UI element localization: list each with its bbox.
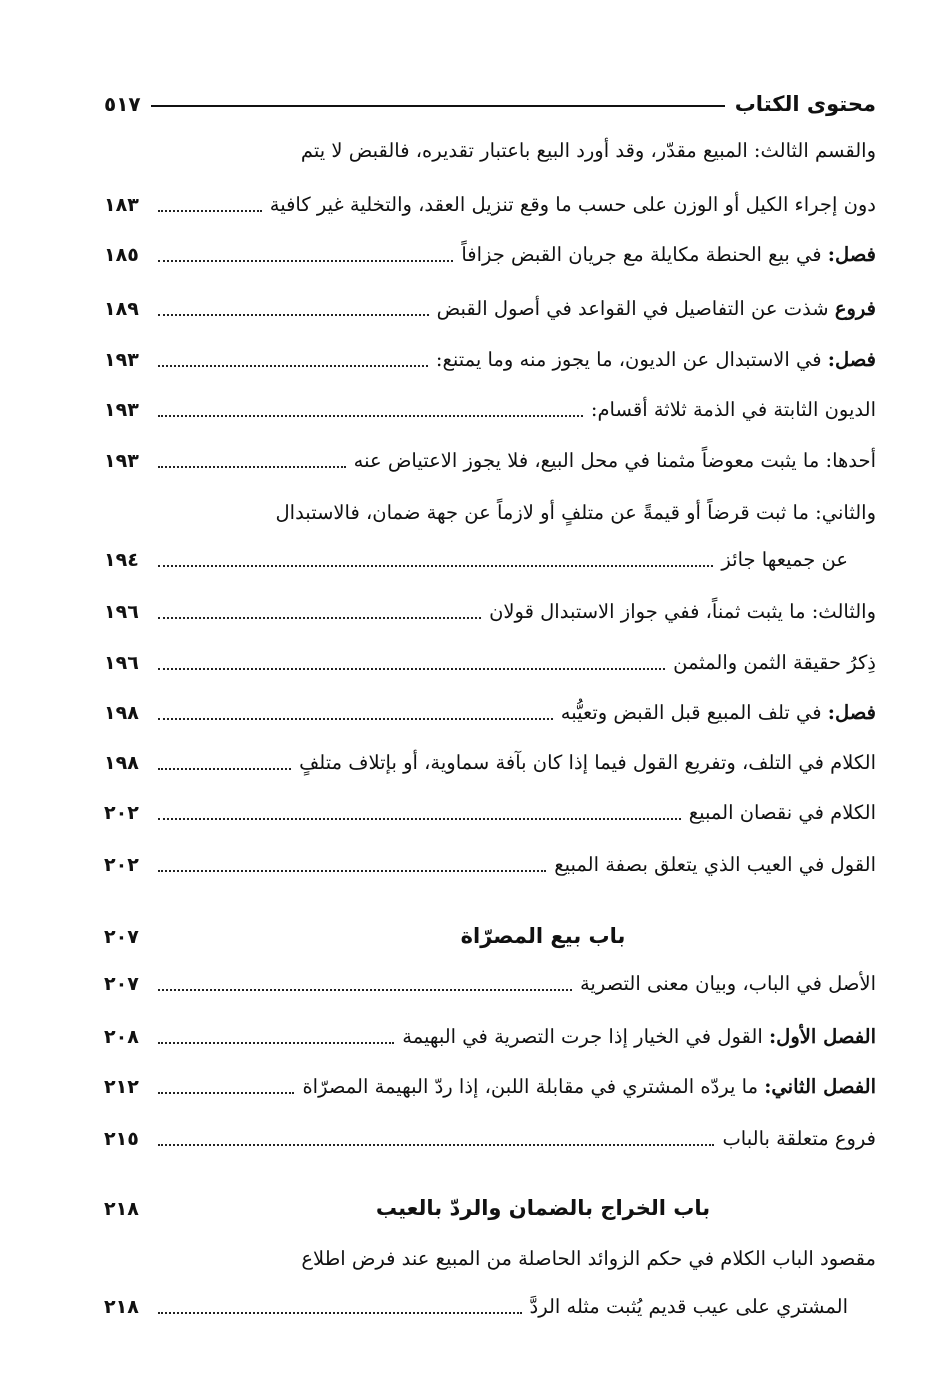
toc-entry [104, 836, 876, 876]
toc-page-number: ١٨٥ [104, 244, 139, 266]
toc-entry [104, 432, 876, 472]
toc-entry-title: في بيع الحنطة مكايلة مع جريان القبض جزافاً [461, 243, 828, 266]
toc-entry [104, 1058, 876, 1098]
toc-page-number: ١٩٨ [104, 702, 139, 724]
dot-leader [158, 804, 681, 820]
toc-page-number: ٢٠٨ [104, 1026, 139, 1048]
toc-entry-text: عن جميعها جائز [721, 548, 848, 571]
chapter-heading [104, 1180, 876, 1220]
dot-leader [158, 754, 291, 770]
toc-page-number: ١٩٦ [104, 601, 139, 623]
toc-entry-label: فصل: [827, 243, 876, 266]
header-rule [151, 105, 725, 107]
toc-page-number: ٢١٢ [104, 1076, 139, 1098]
toc-entry [104, 176, 876, 216]
toc-page-number: ٢٠٢ [104, 802, 139, 824]
dot-leader [158, 401, 583, 417]
toc-page-number: ٢٠٧ [104, 926, 139, 948]
dot-leader [158, 452, 346, 468]
toc-page-number: ٢٠٧ [104, 973, 139, 995]
toc-entry-title: في تلف المبيع قبل القبض وتعيُّبه [560, 701, 828, 724]
toc-entry-text [561, 701, 876, 724]
dot-leader [158, 603, 481, 619]
dot-leader [158, 856, 546, 872]
toc-entry-title: في الاستبدال عن الديون، ما يجوز منه وما يمتنع: [435, 348, 828, 371]
toc-entry-title: ما يردّه المشتري في مقابلة اللبن، إذا ردّ البهيمة المصرّاة [302, 1075, 765, 1098]
toc-entry-text: مقصود الباب الكلام في حكم الزوائد الحاصلة من المبيع عند فرض اطلاع [301, 1247, 876, 1270]
toc-entry-text: دون إجراء الكيل أو الوزن على حسب ما وقع تنزيل العقد، والتخلية غير كافية [269, 193, 876, 216]
toc-entry-text: المشتري على عيب قديم يُثبت مثله الردَّ [529, 1295, 848, 1318]
toc-entry-text: ذِكرُ حقيقة الثمن والمثمن [673, 651, 876, 674]
toc-entry-text: القول في العيب الذي يتعلق بصفة المبيع [554, 853, 876, 876]
toc-page-number: ١٩٣ [104, 399, 139, 421]
toc-entry-title: شذت عن التفاصيل في القواعد في أصول القبض [436, 297, 835, 320]
chapter-heading [104, 908, 876, 948]
toc-entry [104, 684, 876, 724]
toc-entry-text: فروع متعلقة بالباب [722, 1127, 876, 1150]
toc-entry-text [461, 243, 876, 266]
dot-leader [158, 1130, 714, 1146]
toc-entry-text: الكلام في التلف، وتفريع القول فيما إذا كان بآفة سماوية، أو بإتلاف متلفٍ [299, 751, 876, 774]
toc-page-number: ١٩٤ [104, 549, 139, 571]
toc-entry [104, 784, 876, 824]
toc-entry [104, 1110, 876, 1150]
toc-entry-title: القول في الخيار إذا جرت التصرية في البهيمة [402, 1025, 769, 1048]
dot-leader [158, 654, 665, 670]
toc-entry-text [437, 297, 876, 320]
toc-entry [104, 381, 876, 421]
dot-leader [158, 351, 428, 367]
header-page-number: ٥١٧ [104, 92, 141, 116]
toc-line [104, 484, 876, 524]
toc-page-number: ١٩٣ [104, 450, 139, 472]
toc-line [104, 1230, 876, 1270]
toc-page-number: ٢٠٢ [104, 854, 139, 876]
toc-page-number: ٢١٨ [104, 1296, 139, 1318]
toc-page-number: ١٩٣ [104, 349, 139, 371]
dot-leader [158, 246, 453, 262]
dot-leader [158, 704, 553, 720]
dot-leader [158, 196, 262, 212]
toc-page-number: ١٩٦ [104, 652, 139, 674]
toc-page-number: ١٩٨ [104, 752, 139, 774]
dot-leader [158, 551, 713, 567]
toc-entry [104, 1008, 876, 1048]
chapter-heading-text: باب الخراج بالضمان والردّ بالعيب [375, 1196, 711, 1220]
toc-entry-text: والثالث: ما يثبت ثمناً، ففي جواز الاستبدال قولان [489, 600, 876, 623]
toc-entry-label: الفصل الأول: [768, 1025, 876, 1048]
toc-entry-text: والقسم الثالث: المبيع مقدّر، وقد أورد البيع باعتبار تقديره، فالقبض لا يتم [300, 139, 876, 162]
toc-entry-text: الأصل في الباب، وبيان معنى التصرية [579, 972, 876, 995]
dot-leader [158, 1298, 522, 1314]
toc-entry-text: والثاني: ما ثبت قرضاً أو قيمةً عن متلفٍ أو لازماً عن جهة ضمان، فالاستبدال [275, 501, 876, 524]
dot-leader [158, 300, 429, 316]
toc-entry [104, 1278, 848, 1318]
toc-line [104, 122, 876, 162]
toc-entry-label: فروع [834, 297, 876, 320]
toc-entry [104, 280, 876, 320]
toc-entry-text [402, 1025, 876, 1048]
toc-page-number: ١٨٩ [104, 298, 139, 320]
toc-entry [104, 583, 876, 623]
toc-entry-text: الكلام في نقصان المبيع [688, 801, 876, 824]
header-title: محتوى الكتاب [734, 92, 876, 116]
toc-entry [104, 734, 876, 774]
toc-page-number: ٢١٥ [104, 1128, 139, 1150]
toc-entry [104, 634, 876, 674]
toc-entry-text [436, 348, 876, 371]
dot-leader [158, 1028, 394, 1044]
toc-entry-text [302, 1075, 876, 1098]
running-header [104, 80, 876, 116]
toc-entry [104, 331, 876, 371]
toc-entry-label: فصل: [827, 701, 876, 724]
toc-page-number: ١٨٣ [104, 194, 139, 216]
toc-entry-label: فصل: [827, 348, 876, 371]
dot-leader [158, 975, 572, 991]
dot-leader [158, 1078, 294, 1094]
toc-page-number: ٢١٨ [104, 1198, 139, 1220]
toc-entry-label: الفصل الثاني: [764, 1075, 876, 1098]
toc-entry [104, 531, 848, 571]
toc-entry [104, 226, 876, 266]
chapter-heading-text: باب بيع المصرّاة [460, 924, 626, 948]
toc-entry-text: الديون الثابتة في الذمة ثلاثة أقسام: [590, 398, 876, 421]
toc-entry-text: أحدها: ما يثبت معوضاً مثمنا في محل البيع، فلا يجوز الاعتياض عنه [353, 449, 876, 472]
toc-entry [104, 955, 876, 995]
